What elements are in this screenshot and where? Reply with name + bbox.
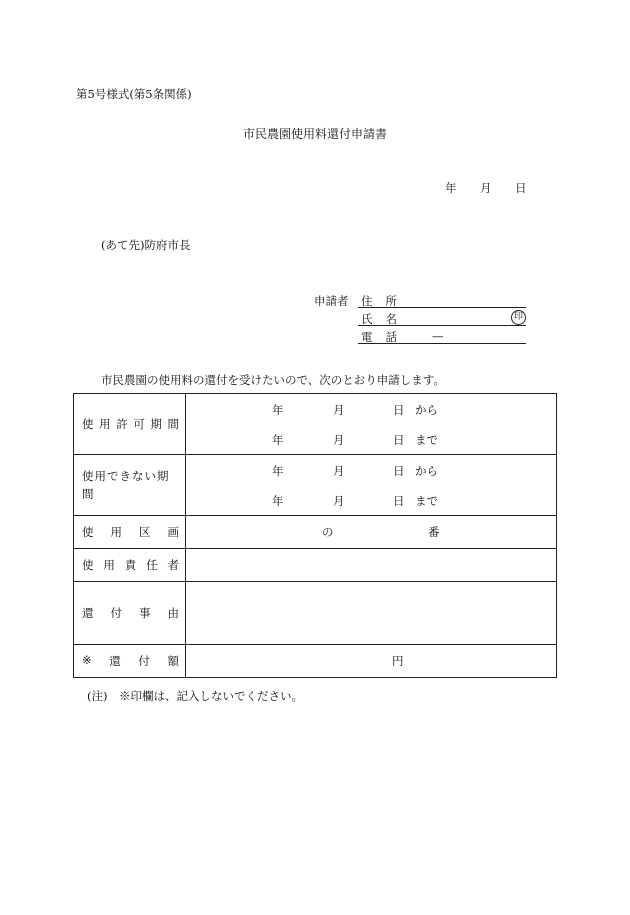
address-label: 住 所 [361, 294, 397, 308]
phone-label: 電 話 [361, 330, 397, 344]
row-refund [74, 645, 557, 678]
addressee: (あて先)防府市長 [101, 238, 191, 252]
date-year-label: 年 [445, 181, 457, 195]
refund-label: ※ 還 付 額 [74, 645, 186, 678]
phone-separator: — [432, 329, 444, 343]
responsible-label: 使 用 責 任 者 [74, 549, 186, 582]
plot-value[interactable] [186, 516, 557, 549]
refund-value[interactable] [186, 645, 557, 678]
application-table [73, 393, 557, 678]
responsible-value[interactable] [186, 549, 557, 582]
date-month-label: 月 [480, 181, 492, 195]
name-label: 氏 名 [361, 312, 397, 326]
applicant-label: 申請者 [314, 294, 349, 308]
name-underline [358, 325, 526, 326]
seal-mark: 印 [511, 310, 526, 325]
plot-label: 使 用 区 画 [74, 516, 186, 549]
unusable-to-line: 年 月 日 まで [272, 494, 438, 508]
reason-value[interactable] [186, 582, 557, 645]
permit-period-value[interactable] [186, 394, 557, 455]
refund-unit-label: 円 [392, 654, 404, 668]
form-number: 第5号様式(第5条関係) [76, 87, 192, 101]
row-plot [74, 516, 557, 549]
permit-to-line: 年 月 日 まで [272, 433, 438, 447]
row-unusable-period [74, 455, 557, 516]
plot-ban-label: 番 [428, 525, 440, 539]
row-permit-period [74, 394, 557, 455]
reason-label: 還 付 事 由 [74, 582, 186, 645]
phone-underline [358, 343, 526, 344]
row-responsible [74, 549, 557, 582]
unusable-period-label: 使用できない期間 [74, 455, 186, 516]
intro-text: 市民農園の使用料の還付を受けたいので、次のとおり申請します。 [101, 373, 445, 387]
date-day-label: 日 [515, 181, 527, 195]
address-underline [358, 307, 526, 308]
unusable-from-line: 年 月 日 から [272, 464, 438, 478]
permit-period-label: 使 用 許 可 期 間 [74, 394, 186, 455]
footnote: (注) ※印欄は、記入しないでください。 [87, 689, 303, 703]
plot-no-label: の [322, 525, 334, 539]
row-reason [74, 582, 557, 645]
page-title: 市民農園使用料還付申請書 [243, 127, 388, 141]
permit-from-line: 年 月 日 から [272, 403, 438, 417]
unusable-period-value[interactable] [186, 455, 557, 516]
